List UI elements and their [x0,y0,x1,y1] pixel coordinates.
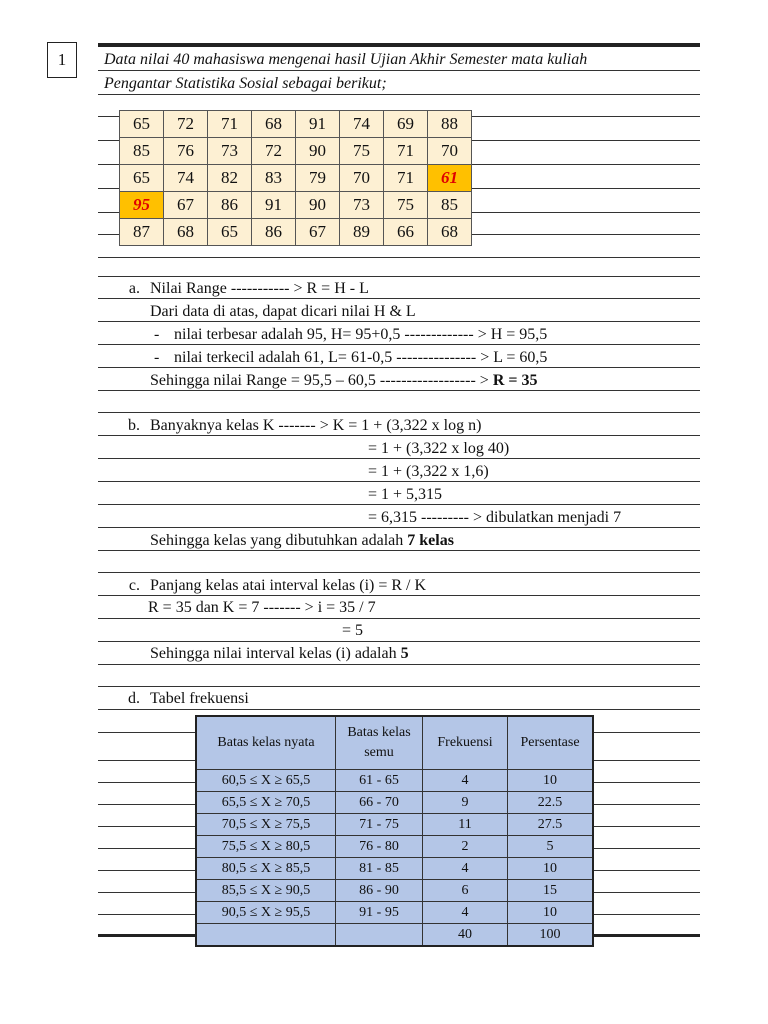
total-persentase-cell: 100 [508,924,594,947]
section-b-step-3: = 1 + 5,315 [368,486,443,503]
section-b-letter: b. [128,417,140,434]
section-c-result [150,644,409,664]
score-cell: 72 [252,138,296,165]
header-persentase: Persentase [508,716,594,770]
section-c-result-text: Sehingga nilai interval kelas (i) adalah [150,645,401,662]
persentase-cell: 27.5 [508,814,594,836]
score-cell: 90 [296,138,340,165]
batas-kelas-nyata-cell: 70,5 ≤ X ≥ 75,5 [196,814,336,836]
table-row [120,219,472,246]
bullet-dash: - [154,349,160,366]
table-header-row [196,716,593,770]
frekuensi-cell: 6 [423,880,508,902]
row-divider [98,94,700,95]
section-d-title: Tabel frekuensi [150,690,249,707]
batas-kelas-semu-cell: 61 - 65 [336,770,423,792]
table-row [196,902,593,924]
header-batas-kelas-semu: Batas kelas semu [336,716,423,770]
score-cell: 89 [340,219,384,246]
row-divider [98,664,700,665]
score-cell: 79 [296,165,340,192]
section-c-line-1: R = 35 dan K = 7 ------- > i = 35 / 7 [148,599,376,616]
header-batas-kelas-nyata: Batas kelas nyata [196,716,336,770]
score-data-grid [119,110,472,246]
table-row [196,814,593,836]
score-cell: 85 [120,138,164,165]
row-divider [98,709,700,710]
score-cell: 72 [164,111,208,138]
section-a-result [150,371,537,391]
frequency-table [195,715,594,947]
batas-kelas-nyata-cell: 90,5 ≤ X ≥ 95,5 [196,902,336,924]
row-divider [98,257,700,258]
persentase-cell: 10 [508,858,594,880]
score-cell: 66 [384,219,428,246]
intro-line-1: Data nilai 40 mahasiswa mengenai hasil Ujian Akhir Semester mata kuliah [104,51,588,68]
score-cell: 68 [252,111,296,138]
score-cell: 68 [428,219,472,246]
batas-kelas-nyata-cell: 65,5 ≤ X ≥ 70,5 [196,792,336,814]
section-a-bullet-1: nilai terbesar adalah 95, H= 95+0,5 ------------- > H = 95,5 [174,326,548,343]
section-b-step-2: = 1 + (3,322 x 1,6) [368,463,489,480]
persentase-cell: 10 [508,770,594,792]
table-row [196,792,593,814]
row-divider [98,276,700,277]
highlighted-score-cell: 61 [428,165,472,192]
score-cell: 91 [252,192,296,219]
row-divider [98,70,700,71]
score-cell: 73 [340,192,384,219]
score-cell: 65 [208,219,252,246]
score-cell: 87 [120,219,164,246]
score-cell: 69 [384,111,428,138]
score-cell: 70 [428,138,472,165]
table-row [196,770,593,792]
top-border [98,43,700,47]
section-a-result-value: R = 35 [492,372,538,389]
total-batas-kelas-nyata-cell [196,924,336,947]
score-cell: 90 [296,192,340,219]
table-row [196,880,593,902]
score-cell: 83 [252,165,296,192]
score-cell: 71 [384,165,428,192]
section-a-title: Nilai Range ----------- > R = H - L [150,280,369,297]
section-a-line-1: Dari data di atas, dapat dicari nilai H & L [150,303,416,320]
score-cell: 76 [164,138,208,165]
row-divider [98,412,700,413]
persentase-cell: 22.5 [508,792,594,814]
frekuensi-cell: 11 [423,814,508,836]
table-row [196,858,593,880]
row-divider [98,618,700,619]
score-cell: 74 [340,111,384,138]
table-row [120,111,472,138]
score-cell: 75 [384,192,428,219]
intro-line-2: Pengantar Statistika Sosial sebagai berikut; [104,75,387,92]
batas-kelas-semu-cell: 76 - 80 [336,836,423,858]
score-cell: 74 [164,165,208,192]
section-c-result-value: 5 [400,645,409,662]
score-cell: 70 [340,165,384,192]
score-cell: 86 [252,219,296,246]
section-c-title: Panjang kelas atai interval kelas (i) = R / K [150,577,427,594]
row-divider [98,641,700,642]
score-cell: 73 [208,138,252,165]
section-a-bullet-2: nilai terkecil adalah 61, L= 61-0,5 --------------- > L = 60,5 [174,349,548,366]
score-cell: 71 [384,138,428,165]
batas-kelas-semu-cell: 66 - 70 [336,792,423,814]
section-c-letter: c. [128,577,140,594]
table-row [120,138,472,165]
score-cell: 86 [208,192,252,219]
frekuensi-cell: 9 [423,792,508,814]
table-row [120,192,472,219]
persentase-cell: 10 [508,902,594,924]
score-cell: 91 [296,111,340,138]
score-cell: 65 [120,111,164,138]
total-row [196,924,593,947]
section-b-result-text: Sehingga kelas yang dibutuhkan adalah [150,532,408,549]
section-b-step-1: = 1 + (3,322 x log 40) [368,440,510,457]
total-frekuensi-cell: 40 [423,924,508,947]
batas-kelas-nyata-cell: 80,5 ≤ X ≥ 85,5 [196,858,336,880]
persentase-cell: 5 [508,836,594,858]
batas-kelas-nyata-cell: 60,5 ≤ X ≥ 65,5 [196,770,336,792]
score-cell: 82 [208,165,252,192]
batas-kelas-semu-cell: 71 - 75 [336,814,423,836]
score-cell: 65 [120,165,164,192]
table-row [120,165,472,192]
highlighted-score-cell: 95 [120,192,164,219]
section-c-line-2: = 5 [342,622,364,639]
score-cell: 88 [428,111,472,138]
row-divider [98,686,700,687]
section-b-result [150,531,454,551]
section-a-letter: a. [128,280,140,297]
section-a-result-text: Sehingga nilai Range = 95,5 – 60,5 ------------------ > [150,372,493,389]
score-cell: 71 [208,111,252,138]
batas-kelas-nyata-cell: 75,5 ≤ X ≥ 80,5 [196,836,336,858]
persentase-cell: 15 [508,880,594,902]
batas-kelas-semu-cell: 91 - 95 [336,902,423,924]
section-b-step-4: = 6,315 --------- > dibulatkan menjadi 7 [368,509,622,526]
batas-kelas-nyata-cell: 85,5 ≤ X ≥ 90,5 [196,880,336,902]
score-cell: 85 [428,192,472,219]
score-cell: 75 [340,138,384,165]
score-cell: 68 [164,219,208,246]
frekuensi-cell: 4 [423,770,508,792]
section-b-result-value: 7 kelas [407,532,454,549]
batas-kelas-semu-cell: 86 - 90 [336,880,423,902]
frekuensi-cell: 2 [423,836,508,858]
frekuensi-cell: 4 [423,902,508,924]
score-cell: 67 [296,219,340,246]
section-d-letter: d. [128,690,140,707]
total-batas-kelas-semu-cell [336,924,423,947]
problem-number: 1 [47,42,77,78]
section-b-title: Banyaknya kelas K ------- > K = 1 + (3,322 x log n) [150,417,482,434]
batas-kelas-semu-cell: 81 - 85 [336,858,423,880]
header-frekuensi: Frekuensi [423,716,508,770]
score-cell: 67 [164,192,208,219]
row-divider [98,572,700,573]
frekuensi-cell: 4 [423,858,508,880]
bullet-dash: - [154,326,160,343]
table-row [196,836,593,858]
